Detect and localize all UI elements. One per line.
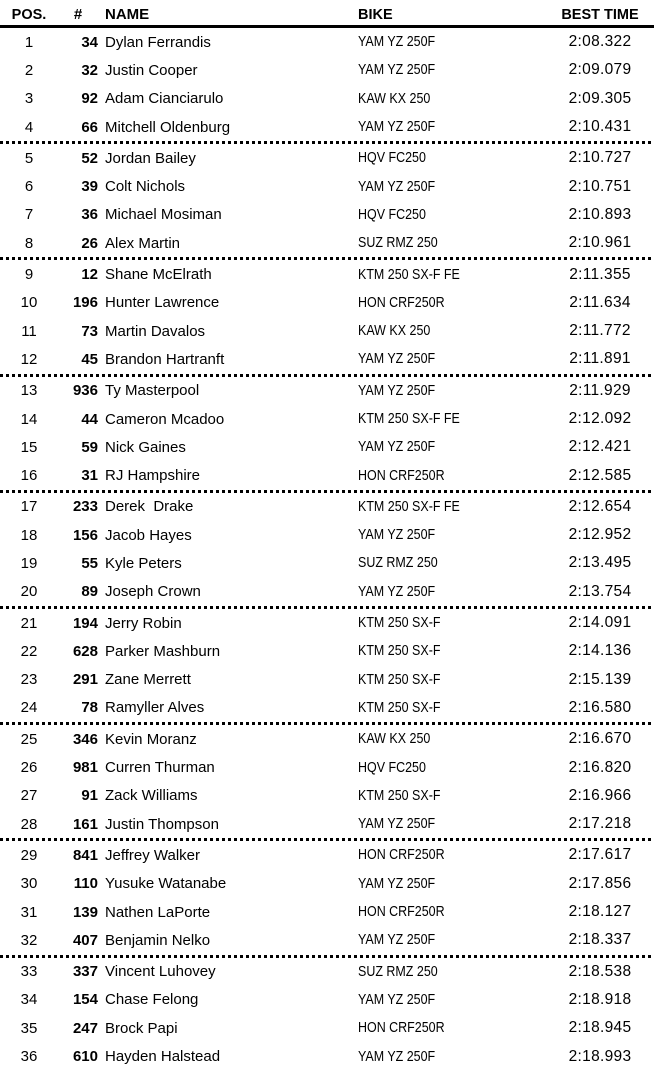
- row-rider-number: 247: [72, 1019, 98, 1037]
- row-best-time: 2:17.218: [568, 815, 632, 833]
- table-row: [0, 377, 654, 405]
- table-row: [0, 609, 654, 637]
- row-bike: YAM YZ 250F: [358, 1048, 436, 1065]
- row-position: 2: [24, 61, 34, 79]
- table-row: [0, 841, 654, 869]
- row-best-time: 2:11.355: [569, 265, 631, 283]
- row-best-time: 2:12.421: [568, 438, 632, 456]
- row-best-time: 2:10.961: [568, 234, 632, 252]
- row-rider-name: Martin Davalos: [105, 322, 206, 340]
- row-bike: KAW KX 250: [358, 90, 431, 107]
- row-rider-name: Mitchell Oldenburg: [105, 118, 231, 136]
- col-header-number: #: [73, 6, 83, 23]
- row-position: 21: [20, 614, 38, 632]
- row-bike: KTM 250 SX-F FE: [358, 498, 460, 515]
- row-rider-name: Brandon Hartranft: [105, 350, 225, 368]
- row-best-time: 2:11.634: [569, 293, 631, 311]
- table-row: [0, 1042, 654, 1070]
- table-row: [0, 782, 654, 810]
- row-rider-number: 196: [72, 294, 98, 312]
- row-rider-name: Alex Martin: [105, 234, 181, 252]
- row-position: 15: [20, 438, 38, 456]
- row-rider-number: 59: [81, 438, 98, 456]
- row-position: 6: [24, 178, 34, 196]
- row-position: 16: [20, 467, 38, 485]
- row-bike: KAW KX 250: [358, 323, 431, 340]
- row-bike: YAM YZ 250F: [358, 34, 436, 51]
- row-rider-name: Nick Gaines: [105, 438, 186, 456]
- row-position: 30: [20, 875, 38, 893]
- table-row: [0, 56, 654, 84]
- table-row: [0, 461, 654, 489]
- row-best-time: 2:17.856: [568, 874, 632, 892]
- row-position: 24: [20, 699, 38, 717]
- table-row: [0, 433, 654, 461]
- table-body: [0, 28, 654, 1071]
- row-bike: YAM YZ 250F: [358, 439, 436, 456]
- row-bike: HQV FC250: [358, 206, 426, 223]
- row-position: 8: [24, 234, 34, 252]
- table-row: [0, 694, 654, 722]
- row-rider-name: Kyle Peters: [105, 554, 182, 572]
- row-rider-number: 981: [72, 759, 98, 777]
- row-rider-number: 154: [72, 991, 98, 1009]
- row-rider-name: Brock Papi: [105, 1019, 178, 1037]
- row-rider-name: RJ Hampshire: [105, 467, 201, 485]
- table-header-row: [0, 4, 654, 28]
- row-best-time: 2:11.891: [569, 350, 631, 368]
- row-bike: KTM 250 SX-F: [358, 787, 441, 804]
- row-bike: KAW KX 250: [358, 731, 431, 748]
- row-position: 18: [20, 526, 38, 544]
- row-rider-number: 291: [72, 671, 98, 689]
- table-row: [0, 898, 654, 926]
- row-rider-name: Joseph Crown: [105, 583, 201, 601]
- row-rider-name: Benjamin Nelko: [105, 931, 211, 949]
- table-row: [0, 85, 654, 113]
- row-best-time: 2:16.670: [568, 730, 632, 748]
- row-rider-name: Vincent Luhovey: [105, 963, 216, 981]
- row-rider-number: 26: [81, 234, 98, 252]
- row-best-time: 2:18.337: [568, 931, 632, 949]
- row-bike: YAM YZ 250F: [358, 583, 436, 600]
- row-bike: SUZ RMZ 250: [358, 555, 438, 572]
- row-bike: YAM YZ 250F: [358, 875, 436, 892]
- row-best-time: 2:10.727: [568, 149, 632, 167]
- row-rider-number: 161: [72, 815, 98, 833]
- row-rider-number: 12: [81, 266, 98, 284]
- row-bike: HON CRF250R: [358, 1020, 445, 1037]
- row-best-time: 2:18.918: [568, 990, 632, 1008]
- row-rider-number: 89: [81, 583, 98, 601]
- row-bike: SUZ RMZ 250: [358, 963, 438, 980]
- row-rider-name: Adam Cianciarulo: [105, 90, 224, 108]
- row-best-time: 2:18.945: [568, 1019, 632, 1037]
- row-position: 5: [24, 149, 34, 167]
- row-position: 28: [20, 815, 38, 833]
- row-best-time: 2:16.966: [568, 786, 632, 804]
- table-row: [0, 926, 654, 954]
- row-rider-name: Curren Thurman: [105, 759, 215, 777]
- row-bike: YAM YZ 250F: [358, 816, 436, 833]
- row-bike: YAM YZ 250F: [358, 382, 436, 399]
- row-rider-name: Kevin Moranz: [105, 730, 197, 748]
- row-position: 3: [24, 90, 34, 108]
- row-position: 23: [20, 671, 38, 689]
- row-best-time: 2:11.772: [569, 322, 631, 340]
- row-rider-number: 32: [81, 61, 98, 79]
- row-rider-name: Derek Drake: [105, 498, 194, 516]
- row-position: 29: [20, 846, 38, 864]
- table-row: [0, 666, 654, 694]
- row-rider-number: 92: [81, 90, 98, 108]
- row-rider-number: 45: [81, 350, 98, 368]
- row-best-time: 2:14.091: [568, 614, 632, 632]
- table-row: [0, 810, 654, 838]
- row-best-time: 2:09.305: [568, 89, 632, 107]
- row-rider-number: 841: [72, 846, 98, 864]
- table-row: [0, 28, 654, 56]
- row-rider-number: 78: [81, 699, 98, 717]
- table-row: [0, 958, 654, 986]
- row-bike: YAM YZ 250F: [358, 178, 436, 195]
- row-rider-name: Yusuke Watanabe: [105, 875, 227, 893]
- row-rider-name: Hunter Lawrence: [105, 294, 220, 312]
- row-best-time: 2:09.079: [568, 61, 632, 79]
- row-rider-name: Zane Merrett: [105, 671, 191, 689]
- row-bike: YAM YZ 250F: [358, 119, 436, 136]
- row-rider-name: Jeffrey Walker: [105, 846, 201, 864]
- row-rider-name: Dylan Ferrandis: [105, 33, 211, 51]
- row-rider-name: Parker Mashburn: [105, 642, 221, 660]
- row-position: 14: [20, 410, 38, 428]
- table-row: [0, 549, 654, 577]
- row-bike: HON CRF250R: [358, 847, 445, 864]
- row-bike: KTM 250 SX-F: [358, 671, 441, 688]
- row-rider-name: Colt Nichols: [105, 178, 186, 196]
- row-rider-number: 36: [81, 206, 98, 224]
- row-rider-name: Ty Masterpool: [105, 382, 200, 400]
- row-position: 36: [20, 1048, 38, 1066]
- row-position: 9: [24, 266, 34, 284]
- row-best-time: 2:10.893: [568, 205, 632, 223]
- table-row: [0, 725, 654, 753]
- table-row: [0, 405, 654, 433]
- row-position: 31: [20, 903, 38, 921]
- row-rider-number: 39: [81, 178, 98, 196]
- row-rider-number: 156: [72, 526, 98, 544]
- table-row: [0, 753, 654, 781]
- row-rider-number: 628: [72, 642, 98, 660]
- row-bike: HON CRF250R: [358, 904, 445, 921]
- row-best-time: 2:18.993: [568, 1047, 632, 1065]
- row-best-time: 2:12.654: [568, 497, 632, 515]
- col-header-best-time: BEST TIME: [561, 6, 639, 23]
- row-rider-name: Ramyller Alves: [105, 699, 205, 717]
- row-rider-number: 73: [81, 322, 98, 340]
- row-rider-name: Cameron Mcadoo: [105, 410, 225, 428]
- row-rider-name: Michael Mosiman: [105, 206, 222, 224]
- table-row: [0, 201, 654, 229]
- row-rider-number: 66: [81, 118, 98, 136]
- row-bike: SUZ RMZ 250: [358, 235, 438, 252]
- row-bike: KTM 250 SX-F: [358, 699, 441, 716]
- row-rider-number: 936: [72, 382, 98, 400]
- row-rider-name: Zack Williams: [105, 787, 198, 805]
- table-row: [0, 521, 654, 549]
- row-position: 20: [20, 583, 38, 601]
- row-bike: KTM 250 SX-F FE: [358, 266, 460, 283]
- row-best-time: 2:10.751: [568, 177, 632, 195]
- table-row: [0, 578, 654, 606]
- row-bike: YAM YZ 250F: [358, 351, 436, 368]
- row-bike: HQV FC250: [358, 150, 426, 167]
- row-best-time: 2:10.431: [568, 118, 632, 136]
- row-rider-number: 407: [72, 931, 98, 949]
- row-rider-number: 55: [81, 554, 98, 572]
- row-position: 13: [20, 382, 38, 400]
- row-bike: KTM 250 SX-F FE: [358, 411, 460, 427]
- row-rider-number: 346: [72, 730, 98, 748]
- row-best-time: 2:18.538: [568, 962, 632, 980]
- col-header-bike: BIKE: [358, 6, 393, 23]
- row-rider-number: 52: [81, 149, 98, 167]
- row-rider-number: 34: [81, 33, 98, 51]
- row-position: 19: [20, 554, 38, 572]
- row-position: 32: [20, 931, 38, 949]
- row-position: 1: [24, 33, 34, 51]
- row-rider-name: Justin Thompson: [105, 815, 219, 833]
- row-rider-name: Jordan Bailey: [105, 149, 196, 167]
- row-rider-number: 31: [81, 467, 98, 485]
- row-bike: HON CRF250R: [358, 294, 445, 311]
- row-rider-name: Chase Felong: [105, 991, 199, 1009]
- row-position: 17: [20, 498, 38, 516]
- row-rider-name: Jacob Hayes: [105, 526, 192, 544]
- row-best-time: 2:11.929: [569, 381, 631, 399]
- table-row: [0, 144, 654, 172]
- row-bike: YAM YZ 250F: [358, 932, 436, 949]
- row-best-time: 2:08.322: [568, 33, 632, 51]
- row-rider-name: Shane McElrath: [105, 266, 212, 284]
- table-row: [0, 260, 654, 288]
- row-rider-name: Jerry Robin: [105, 614, 182, 632]
- table-row: [0, 1014, 654, 1042]
- row-position: 25: [20, 730, 38, 748]
- row-best-time: 2:12.585: [568, 466, 632, 484]
- row-bike: KTM 250 SX-F: [358, 643, 441, 660]
- table-row: [0, 345, 654, 373]
- col-header-pos: POS.: [11, 6, 47, 23]
- row-position: 34: [20, 991, 38, 1009]
- table-row: [0, 493, 654, 521]
- row-bike: YAM YZ 250F: [358, 62, 436, 79]
- row-position: 35: [20, 1019, 38, 1037]
- row-position: 27: [20, 787, 38, 805]
- row-rider-number: 233: [72, 498, 98, 516]
- table-row: [0, 637, 654, 665]
- row-best-time: 2:13.754: [568, 582, 632, 600]
- table-row: [0, 172, 654, 200]
- row-bike: KTM 250 SX-F: [358, 615, 441, 632]
- row-bike: YAM YZ 250F: [358, 991, 436, 1008]
- row-best-time: 2:16.820: [568, 758, 632, 776]
- row-rider-number: 139: [72, 903, 98, 921]
- row-rider-number: 44: [81, 410, 98, 428]
- table-row: [0, 229, 654, 257]
- row-best-time: 2:15.139: [568, 670, 632, 688]
- row-rider-name: Justin Cooper: [105, 61, 198, 79]
- row-rider-number: 91: [81, 787, 98, 805]
- row-position: 11: [21, 322, 37, 340]
- table-row: [0, 986, 654, 1014]
- row-rider-name: Hayden Halstead: [105, 1048, 221, 1066]
- row-best-time: 2:12.952: [568, 526, 632, 544]
- row-rider-number: 110: [73, 875, 98, 893]
- row-position: 22: [20, 642, 38, 660]
- row-best-time: 2:12.092: [568, 410, 632, 427]
- row-best-time: 2:17.617: [568, 846, 632, 864]
- row-rider-number: 194: [72, 614, 98, 632]
- table-row: [0, 317, 654, 345]
- table-row: [0, 289, 654, 317]
- row-position: 10: [20, 294, 38, 312]
- row-rider-name: Nathen LaPorte: [105, 903, 211, 921]
- row-bike: HON CRF250R: [358, 467, 445, 484]
- table-row: [0, 113, 654, 141]
- col-header-name: NAME: [105, 6, 150, 23]
- row-rider-number: 610: [72, 1048, 98, 1066]
- row-bike: HQV FC250: [358, 759, 426, 776]
- row-best-time: 2:16.580: [568, 698, 632, 716]
- row-bike: YAM YZ 250F: [358, 527, 436, 544]
- row-best-time: 2:14.136: [568, 642, 632, 660]
- row-position: 26: [20, 759, 38, 777]
- row-position: 4: [24, 118, 34, 136]
- row-best-time: 2:13.495: [568, 554, 632, 572]
- row-position: 12: [20, 350, 38, 368]
- row-best-time: 2:18.127: [568, 903, 632, 921]
- row-position: 33: [20, 963, 38, 981]
- table-row: [0, 870, 654, 898]
- row-position: 7: [24, 206, 34, 224]
- row-rider-number: 337: [72, 963, 98, 981]
